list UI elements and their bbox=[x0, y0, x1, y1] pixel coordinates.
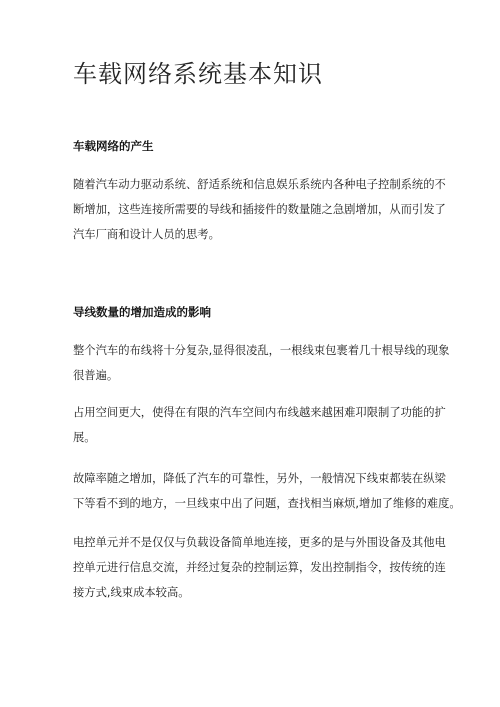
paragraph-line: 断增加，这些连接所需要的导线和插接件的数量随之急剧增加，从而引发了 bbox=[73, 203, 446, 216]
paragraph-line: 整个汽车的布线将十分复杂,显得很凌乱，一根线束包裹着几十根导线的现象 bbox=[73, 344, 450, 357]
paragraph-failure-rate bbox=[73, 466, 461, 516]
paragraph-line: 很普遍。 bbox=[73, 369, 119, 382]
section-heading-network-origin: 车载网络的产生 bbox=[73, 139, 154, 153]
paragraph-wiring-complexity bbox=[73, 338, 450, 388]
paragraph-ecu-communication bbox=[73, 530, 446, 605]
paragraph-line: 随着汽车动力驱动系统、舒适系统和信息娱乐系统内各种电子控制系统的不 bbox=[73, 178, 446, 191]
paragraph-line: 下等看不到的地方，一旦线束中出了问题，查找相当麻烦,增加了维修的难度。 bbox=[73, 497, 461, 510]
paragraph-line: 占用空间更大，使得在有限的汽车空间内布线越来越困难卭限制了功能的扩 bbox=[73, 406, 446, 419]
paragraph-network-origin bbox=[73, 172, 446, 247]
document-title: 车载网络系统基本知识 bbox=[73, 60, 323, 88]
paragraph-line: 汽车厂商和设计人员的思考。 bbox=[73, 228, 220, 241]
paragraph-line: 故障率随之增加，降低了汽车的可靠性，另外，一般情况下线束都装在纵梁 bbox=[73, 472, 446, 485]
paragraph-line: 接方式,线束成本较高。 bbox=[73, 586, 190, 599]
paragraph-line: 电控单元并不是仅仅与负载设备简单地连接，更多的是与外围设备及其他电 bbox=[73, 536, 446, 549]
paragraph-line: 控单元进行信息交流，并经过复杂的控制运算，发出控制指令，按传统的连 bbox=[73, 561, 446, 574]
paragraph-space-usage bbox=[73, 400, 446, 450]
section-heading-wire-impact: 导线数量的增加造成的影响 bbox=[73, 305, 211, 319]
paragraph-line: 展。 bbox=[73, 431, 96, 444]
